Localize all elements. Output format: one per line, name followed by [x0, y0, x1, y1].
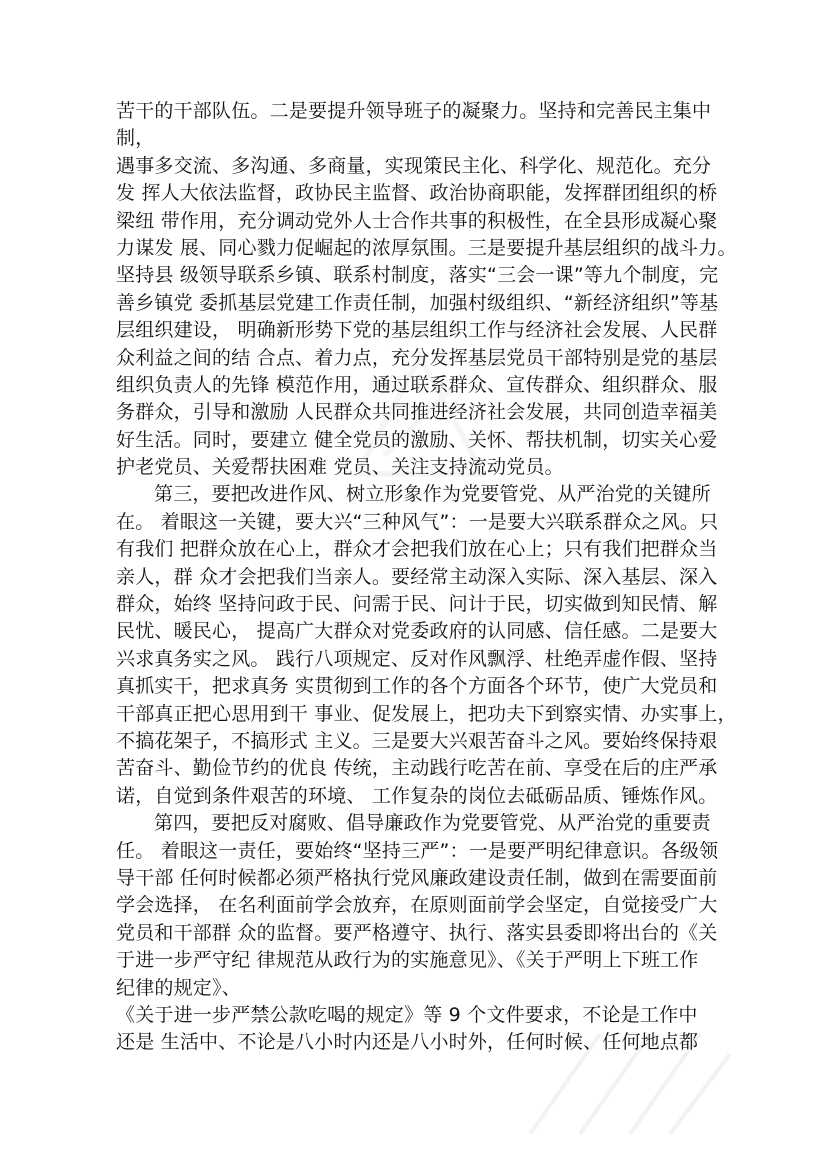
text-line: 《关于进一步严禁公款吃喝的规定》等 9 个文件要求，不论是工作中: [116, 1003, 698, 1026]
text-line: 在。 着眼这一关键，要大兴“三种风气”：一是要大兴联系群众之风。只: [116, 510, 719, 533]
text-line: 发 挥人大依法监督，政协民主监督、政治协商职能，发挥群团组织的桥: [116, 182, 718, 205]
text-line: 诺，自觉到条件艰苦的环境、 工作复杂的岗位去砥砺品质、锤炼作风。: [116, 784, 718, 807]
text-line: 组织负责人的先锋 模范作用，通过联系群众、宣传群众、组织群众、服: [116, 373, 718, 396]
text-line: 有我们 把群众放在心上，群众才会把我们放在心上；只有我们把群众当: [116, 538, 718, 561]
text-line: 苦干的干部队伍。二是要提升领导班子的凝聚力。坚持和完善民主集中: [116, 100, 712, 122]
text-line: 导干部 任何时候都必须严格执行党风廉政建设责任制，做到在需要面前: [116, 866, 718, 889]
text-line: 好生活。同时，要建立 健全党员的激励、关怀、帮扶机制，切实关心爱: [116, 428, 718, 451]
text-line: 制，: [116, 127, 155, 150]
text-line: 兴求真务实之风。 践行八项规定、反对作风飘浮、杜绝弄虚作假、坚持: [116, 647, 718, 670]
text-line: 不搞花架子，不搞形式 主义。三是要大兴艰苦奋斗之风。要始终保持艰: [116, 729, 718, 752]
text-line: 民忧、暖民心， 提高广大群众对党委政府的认同感、信任感。二是要大: [116, 620, 718, 643]
text-line: 干部真正把心思用到干 事业、促发展上，把功夫下到察实情、办实事上，: [116, 702, 737, 725]
text-line: 真抓实干，把求真务 实贯彻到工作的各个方面各个环节，使广大党员和: [116, 675, 718, 698]
text-line: 善乡镇党 委抓基层党建工作责任制，加强村级组织、“新经济组织”等基: [116, 291, 719, 314]
text-line: 梁纽 带作用，充分调动党外人士合作共事的积极性，在全县形成凝心聚: [116, 209, 718, 232]
text-line: 力谋发 展、同心戮力促崛起的浓厚氛围。三是要提升基层组织的战斗力。: [116, 236, 737, 259]
text-line: 护老党员、关爱帮扶困难 党员、关注支持流动党员。: [116, 456, 564, 479]
text-line: 群众，始终 坚持问政于民、问需于民、问计于民，切实做到知民情、解: [116, 593, 718, 616]
text-line: 学会选择， 在名利面前学会放弃，在原则面前学会坚定，自觉接受广大: [116, 894, 718, 917]
paragraph-start-line: 第三，要把改进作风、树立形象作为党要管党、从严治党的关键所: [154, 483, 711, 506]
document-body: [116, 98, 736, 1057]
text-line: 众利益之间的结 合点、着力点，充分发挥基层党员干部特别是党的基层: [116, 346, 718, 369]
text-line: 于进一步严守纪 律规范从政行为的实施意见》、《关于严明上下班工作: [116, 949, 699, 972]
text-line: 纪律的规定》、: [116, 976, 241, 999]
text-line: 亲人，群 众才会把我们当亲人。要经常主动深入实际、深入基层、深入: [116, 565, 718, 588]
text-line: 苦奋斗、勤俭节约的优良 传统，主动践行吃苦在前、享受在后的庄严承: [116, 757, 718, 780]
text-line: 遇事多交流、多沟通、多商量，实现策民主化、科学化、规范化。充分: [116, 154, 712, 177]
text-line: 坚持县 级领导联系乡镇、联系村制度，落实“三会一课”等九个制度，完: [116, 264, 719, 287]
paragraph-start-line: 第四，要把反对腐败、倡导廉政作为党要管党、从严治党的重要责: [154, 812, 711, 835]
text-line: 层组织建设， 明确新形势下党的基层组织工作与经济社会发展、人民群: [116, 319, 718, 342]
text-line: 还是 生活中、不论是八小时内还是八小时外，任何时候、任何地点都: [116, 1031, 699, 1054]
text-line: 务群众，引导和激励 人民群众共同推进经济社会发展，共同创造幸福美: [116, 401, 718, 424]
text-line: 任。 着眼这一责任，要始终“坚持三严”：一是要严明纪律意识。各级领: [116, 839, 719, 862]
text-line: 党员和干部群 众的监督。要严格遵守、执行、落实县委即将出台的《关: [116, 921, 718, 944]
